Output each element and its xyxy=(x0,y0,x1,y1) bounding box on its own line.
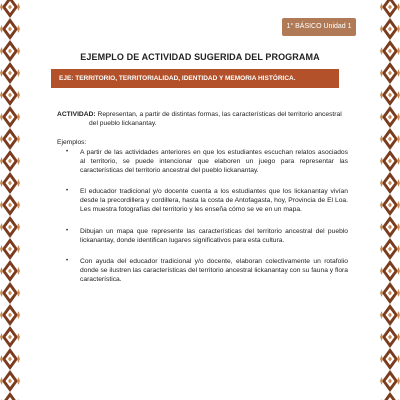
border-side-tick xyxy=(0,47,3,55)
border-side-tick xyxy=(380,47,383,55)
unit-tab: 1° BÁSICO Unidad 1 xyxy=(282,18,356,36)
border-side-tick xyxy=(0,355,3,363)
border-side-tick xyxy=(17,201,20,209)
activity-text-line2: del pueblo lickanantay. xyxy=(89,120,157,127)
activity-label: ACTIVIDAD: xyxy=(57,111,96,118)
border-side-tick xyxy=(0,333,3,341)
activity-text-line1: Representan, a partir de distintas formas, las características del territorio ancestral xyxy=(97,111,342,118)
border-side-tick xyxy=(380,135,383,143)
border-side-tick xyxy=(17,355,20,363)
example-text: A partir de las actividades anteriores en que los estudiantes escuchan relatos asociados al territorio, se puede intencionar que elaboren un juego para representar las características del territorio ancestral del pueblo lickanantay. xyxy=(80,149,348,174)
example-text: Dibujan un mapa que represente las características del territorio ancestral del pueblo lickanantay, donde identifican lugares significativos para esta cultura. xyxy=(80,228,348,244)
right-decorative-border xyxy=(380,0,400,400)
border-side-tick xyxy=(17,135,20,143)
border-side-tick xyxy=(0,113,3,121)
border-side-tick xyxy=(17,267,20,275)
border-side-tick xyxy=(380,91,383,99)
border-side-tick xyxy=(0,135,3,143)
examples-list xyxy=(66,148,348,284)
eje-banner: EJE: TERRITORIO, TERRITORIALIDAD, IDENTIDAD Y MEMORIA HISTÓRICA. xyxy=(51,69,339,88)
border-side-tick xyxy=(17,377,20,385)
border-side-tick xyxy=(380,355,383,363)
list-item xyxy=(66,257,348,284)
border-side-tick xyxy=(0,69,3,77)
border-side-tick xyxy=(380,25,383,33)
border-side-tick xyxy=(0,289,3,297)
border-side-tick xyxy=(17,311,20,319)
border-side-tick xyxy=(0,157,3,165)
border-side-tick xyxy=(17,47,20,55)
border-side-tick xyxy=(17,113,20,121)
border-side-tick xyxy=(17,69,20,77)
border-side-tick xyxy=(380,201,383,209)
border-side-tick xyxy=(380,289,383,297)
border-side-tick xyxy=(0,245,3,253)
border-side-tick xyxy=(0,223,3,231)
border-side-tick xyxy=(17,157,20,165)
activity-block xyxy=(57,110,347,128)
border-side-tick xyxy=(380,311,383,319)
border-side-tick xyxy=(17,223,20,231)
bullet-icon: • xyxy=(66,228,69,234)
border-side-tick xyxy=(17,3,20,11)
border-side-tick xyxy=(380,333,383,341)
bullet-icon: • xyxy=(66,258,69,264)
left-decorative-border xyxy=(0,0,20,400)
border-side-tick xyxy=(17,179,20,187)
list-item xyxy=(66,148,348,175)
border-side-tick xyxy=(17,289,20,297)
border-side-tick xyxy=(17,91,20,99)
border-side-tick xyxy=(380,245,383,253)
examples-label: Ejemplos: xyxy=(57,139,87,146)
page-title: EJEMPLO DE ACTIVIDAD SUGERIDA DEL PROGRAMA xyxy=(80,52,320,62)
border-side-tick xyxy=(0,3,3,11)
bullet-icon: • xyxy=(66,149,69,155)
border-side-tick xyxy=(17,245,20,253)
border-side-tick xyxy=(0,91,3,99)
border-side-tick xyxy=(0,311,3,319)
example-text: Con ayuda del educador tradicional y/o docente, elaboran colectivamente un rotafolio donde se ilustren las características del territorio ancestral lickanantay con su fauna y flora característica. xyxy=(80,258,349,283)
border-side-tick xyxy=(17,25,20,33)
border-side-tick xyxy=(0,25,3,33)
border-side-tick xyxy=(0,201,3,209)
border-side-tick xyxy=(17,333,20,341)
border-side-tick xyxy=(380,113,383,121)
bullet-icon: • xyxy=(66,188,69,194)
border-side-tick xyxy=(380,69,383,77)
list-item xyxy=(66,227,348,245)
border-side-tick xyxy=(380,179,383,187)
border-side-tick xyxy=(0,267,3,275)
border-side-tick xyxy=(380,267,383,275)
border-side-tick xyxy=(0,179,3,187)
border-side-tick xyxy=(380,3,383,11)
border-side-tick xyxy=(0,377,3,385)
border-side-tick xyxy=(380,377,383,385)
border-side-tick xyxy=(380,157,383,165)
example-text: El educador tradicional y/o docente cuenta a los estudiantes que los lickanantay vivían desde la precordillera y cordillera, hasta la costa de Antofagasta, hoy, Provincia de El Loa. Les muestra fotografías del territorio y les enseña cómo se ve en un mapa. xyxy=(80,188,348,213)
border-side-tick xyxy=(380,223,383,231)
list-item xyxy=(66,187,348,214)
